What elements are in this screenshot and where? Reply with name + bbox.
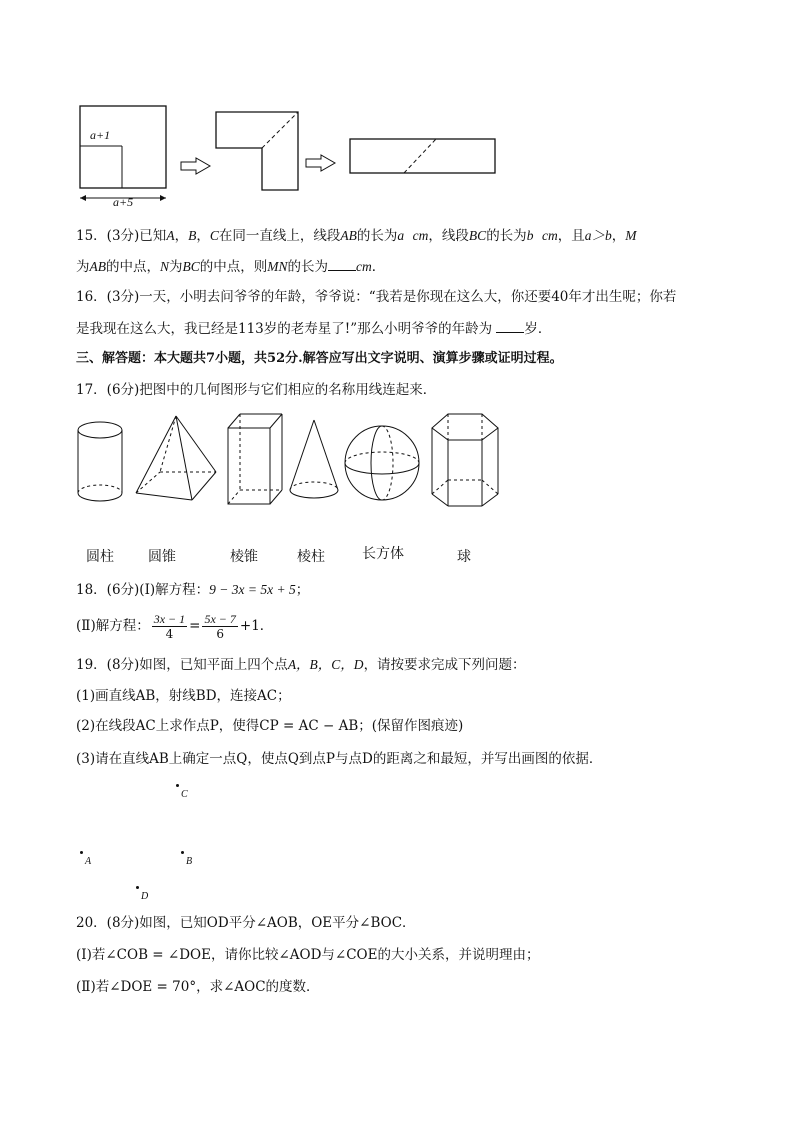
q19-item2: (2)在线段AC上求作点P，使得CP = AC − AB；(保留作图痕迹) — [76, 718, 464, 734]
point-C-label: C — [181, 789, 188, 800]
cuboid-shape — [228, 414, 282, 504]
name-sphere: 球 — [457, 549, 471, 565]
denominator: 4 — [165, 627, 174, 641]
equals-sign: = — [189, 618, 201, 634]
text: (Ⅱ)解方程： — [76, 618, 150, 634]
cone-shape — [290, 420, 338, 498]
q16-line2 — [76, 318, 551, 339]
var-A: A — [166, 228, 175, 243]
var-B: B — [188, 228, 197, 243]
point-A-dot — [80, 851, 83, 854]
numerator: 3x − 1 — [153, 612, 186, 626]
q20-line3: (Ⅱ)若∠DOE = 70°，求∠AOC的度数． — [76, 979, 320, 995]
text: 的中点，则 — [199, 259, 268, 275]
q20-line2: (Ⅰ)若∠COB = ∠DOE，请你比较∠AOD与∠COE的大小关系，并说明理由； — [76, 947, 540, 963]
name-cylinder: 圆柱 — [86, 549, 114, 565]
arrowhead-left — [80, 195, 86, 201]
q19-line1 — [76, 655, 526, 675]
q19-item3: (3)请在直线AB上确定一点Q，使点Q到点P与点D的距离之和最短，并写出画图的依据． — [76, 751, 603, 767]
text: ． — [371, 259, 386, 275]
text: 的长为 — [356, 228, 398, 244]
q15-line2 — [76, 256, 385, 277]
cylinder-shape — [78, 422, 122, 501]
text: ，线段 — [428, 228, 469, 244]
var-BC: BC — [182, 259, 200, 274]
text: 的中点， — [106, 259, 160, 275]
answer-blank[interactable] — [496, 318, 524, 333]
q18-line1 — [76, 580, 309, 600]
big-square — [80, 106, 166, 188]
name-cone: 圆锥 — [148, 549, 176, 565]
text: 在同一直线上，线段 — [218, 228, 341, 244]
text: 岁． — [524, 321, 552, 337]
var-M: M — [625, 228, 637, 243]
var-AB: AB — [89, 259, 106, 274]
q16-line1: 16．(3分)一天，小明去问爷爷的年龄，爷爷说：“我若是你现在这么大，你还要40年才出生呢；你若 — [76, 289, 677, 305]
fraction-2 — [202, 612, 237, 641]
label-a-plus-5: a+5 — [113, 195, 134, 209]
point-B-label: B — [186, 856, 193, 867]
name-cuboid: 长方体 — [362, 546, 404, 562]
text: 15．(3分)已知 — [76, 228, 167, 244]
hexagonal-prism-shape — [432, 414, 498, 506]
unit-cm: cm — [542, 228, 558, 243]
point-A-label: A — [85, 856, 92, 867]
point-D-label: D — [141, 891, 149, 902]
q15-line1 — [76, 226, 637, 246]
equation-1: 9 − 3x = 5x + 5 — [209, 582, 296, 597]
section-heading: 三、解答题：本大题共7小题，共52分.解答应写出文字说明、演算步骤或证明过程。 — [76, 351, 563, 366]
q18-line2 — [76, 610, 273, 642]
label-a-plus-1: a+1 — [90, 128, 111, 142]
var-N: N — [160, 259, 170, 274]
solids-figure — [70, 408, 510, 533]
text: 为 — [169, 259, 183, 275]
denominator: 6 — [216, 627, 224, 641]
point-D-dot — [136, 886, 139, 889]
unit-cm: cm — [356, 259, 372, 274]
figure-14 — [70, 98, 510, 213]
var-C: C — [209, 228, 219, 243]
text: ； — [295, 582, 310, 598]
var-a: a — [397, 228, 405, 243]
text: ， — [174, 228, 189, 244]
var-MN: MN — [267, 259, 288, 274]
point-names: A，B，C，D — [287, 657, 364, 672]
numerator: 5x − 7 — [204, 612, 236, 626]
text: ， — [196, 228, 210, 244]
point-B-dot — [181, 851, 184, 854]
text: ，请按要求完成下列问题： — [363, 657, 526, 673]
arrow-right-2 — [306, 155, 335, 171]
answer-blank[interactable] — [328, 256, 356, 271]
text: 为 — [76, 259, 90, 275]
long-rectangle — [350, 139, 495, 173]
unit-cm: cm — [412, 228, 429, 243]
text: 18．(6分)(Ⅰ)解方程： — [76, 582, 210, 598]
text: ，且 — [557, 228, 585, 244]
text: +1． — [239, 618, 274, 634]
l-shape-cut — [262, 112, 298, 148]
q20-line1: 20．(8分)如图，已知OD平分∠AOB，OE平分∠BOC． — [76, 915, 416, 931]
arrowhead-right — [160, 195, 166, 201]
var-AB: AB — [340, 228, 357, 243]
q17-text: 17．(6分)把图中的几何图形与它们相应的名称用线连起来． — [76, 382, 437, 398]
text: 的长为 — [287, 259, 329, 275]
sphere-shape — [345, 426, 419, 500]
rectangle-cut — [404, 139, 436, 173]
name-prism: 棱柱 — [297, 549, 325, 565]
q19-item1: (1)画直线AB，射线BD，连接AC； — [76, 688, 291, 704]
text: 的长为 — [486, 228, 527, 244]
text: 19．(8分)如图，已知平面上四个点 — [76, 657, 288, 673]
text: 是我现在这么大，我已经是113岁的老寿星了!”那么小明爷爷的年龄为 — [76, 321, 493, 337]
pyramid-shape — [136, 416, 216, 500]
ineq: a＞b — [584, 228, 612, 243]
point-C-dot — [176, 784, 179, 787]
text: ， — [611, 228, 626, 244]
var-BC: BC — [468, 228, 487, 243]
l-shape — [216, 112, 298, 190]
name-pyramid: 棱锥 — [230, 549, 258, 565]
var-b: b — [526, 228, 534, 243]
arrow-right-1 — [181, 158, 210, 174]
fraction-1 — [152, 612, 187, 641]
